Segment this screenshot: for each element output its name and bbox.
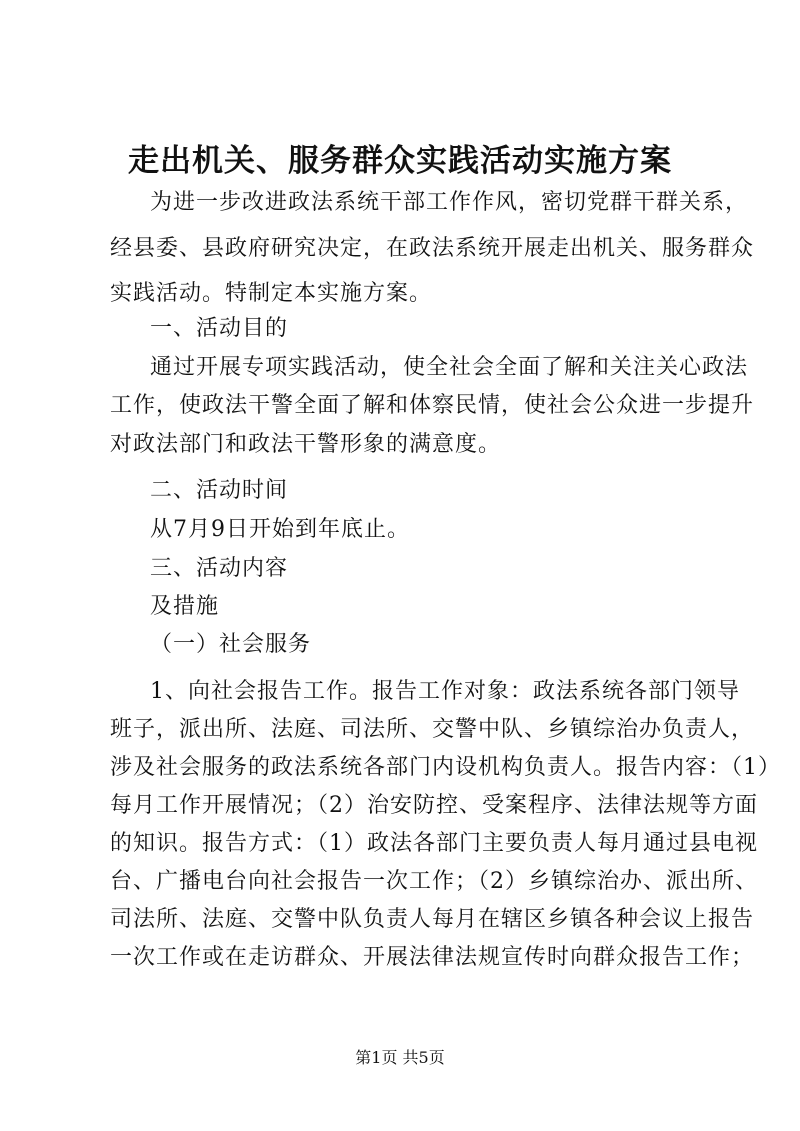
paragraph-line: 为进一步改进政法系统干部工作作风，密切党群干群关系， bbox=[150, 190, 749, 215]
paragraph-line: 经县委、县政府研究决定，在政法系统开展走出机关、服务群众 bbox=[110, 236, 755, 261]
subsection-heading: （一）社会服务 bbox=[150, 632, 312, 657]
paragraph-line: 通过开展专项实践活动，使全社会全面了解和关注关心政法 bbox=[150, 355, 749, 380]
paragraph-line: 的知识。报告方式：（1）政法各部门主要负责人每月通过县电视 bbox=[110, 831, 758, 856]
paragraph-line: 台、广播电台向社会报告一次工作；（2）乡镇综治办、派出所、 bbox=[110, 869, 758, 894]
section-heading: 一、活动目的 bbox=[150, 316, 289, 341]
document-title: 走出机关、服务群众实践活动实施方案 bbox=[128, 143, 672, 179]
paragraph-line: 涉及社会服务的政法系统各部门内设机构负责人。报告内容：（1） bbox=[110, 755, 781, 780]
section-heading: 三、活动内容 bbox=[150, 556, 289, 581]
paragraph-line: 每月工作开展情况；（2）治安防控、受案程序、法律法规等方面 bbox=[110, 793, 758, 818]
paragraph-line: 一次工作或在走访群众、开展法律法规宣传时向群众报告工作； bbox=[110, 945, 755, 970]
paragraph-line: 实践活动。特制定本实施方案。 bbox=[110, 281, 433, 306]
paragraph-line: 班子，派出所、法庭、司法所、交警中队、乡镇综治办负责人， bbox=[110, 717, 755, 742]
paragraph-line: 工作，使政法干警全面了解和体察民情，使社会公众进一步提升 bbox=[110, 393, 755, 418]
paragraph-line: 对政法部门和政法干警形象的满意度。 bbox=[110, 432, 502, 457]
paragraph-line: 司法所、法庭、交警中队负责人每月在辖区乡镇各种会议上报告 bbox=[110, 907, 755, 932]
page-number-footer: 第1页 共5页 bbox=[355, 1048, 445, 1067]
paragraph-line: 从7月9日开始到年底止。 bbox=[150, 517, 410, 542]
section-heading-continued: 及措施 bbox=[150, 594, 220, 619]
paragraph-line: 1、向社会报告工作。报告工作对象：政法系统各部门领导 bbox=[150, 679, 740, 704]
section-heading: 二、活动时间 bbox=[150, 478, 289, 503]
